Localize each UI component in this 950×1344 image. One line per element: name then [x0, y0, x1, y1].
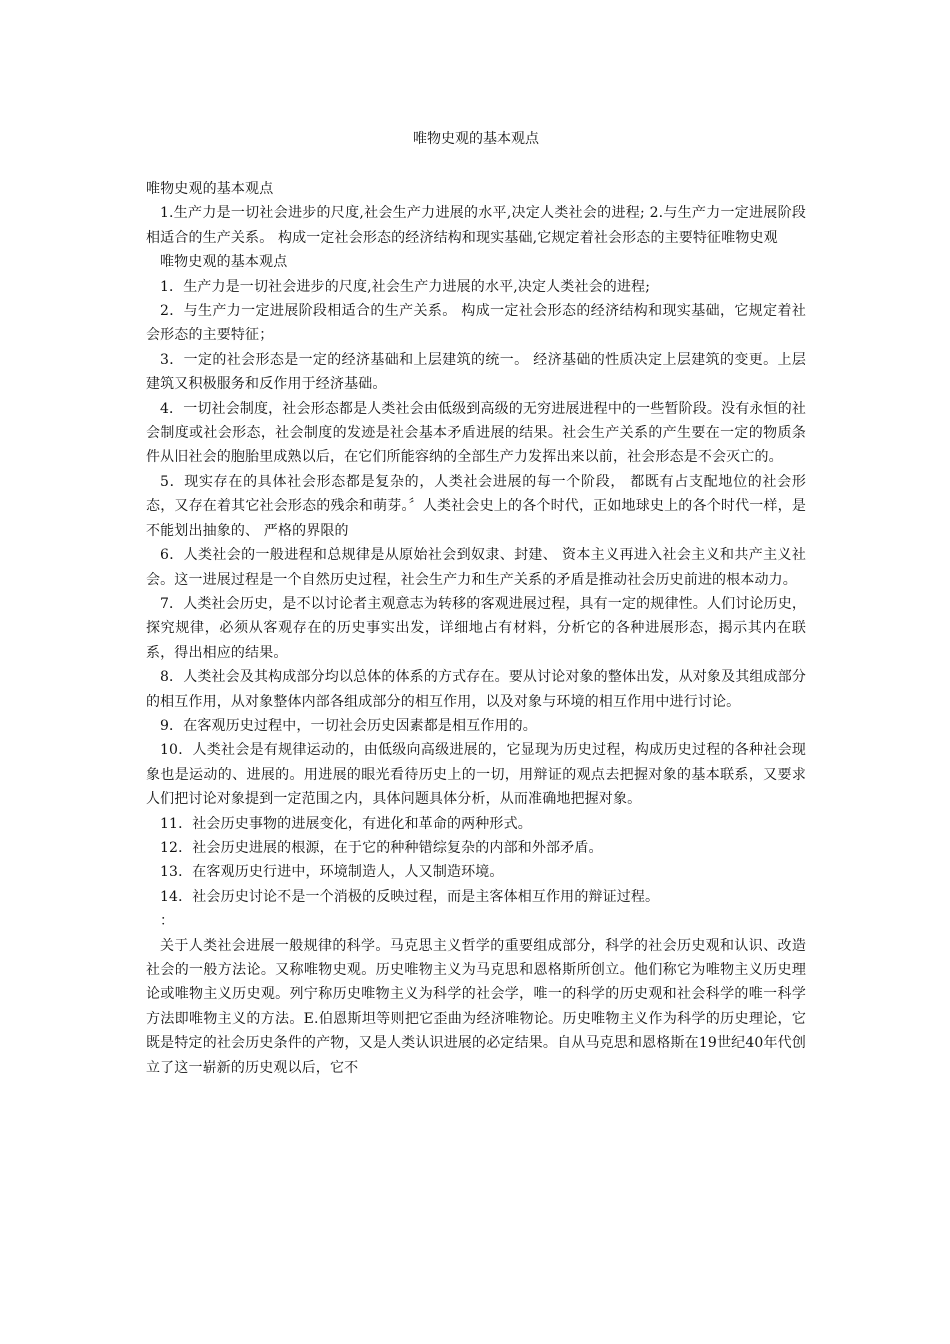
paragraph-point-6: 6．人类社会的一般进程和总规律是从原始社会到奴隶、封建、 资本主义再进入社会主义和共产主义社会。这一进展过程是一个自然历史过程，社会生产力和生产关系的矛盾是推动社会历史前进的根本动力。 — [146, 547, 806, 588]
document-title: 唯物史观的基本观点 — [413, 131, 539, 147]
paragraph-point-1: 1．生产力是一切社会进步的尺度,社会生产力进展的水平,决定人类社会的进程; — [160, 278, 651, 295]
paragraph-point-4: 4．一切社会制度，社会形态都是人类社会由低级到高级的无穷进展进程中的一些暂阶段。没有永恒的社会制度或社会形态，社会制度的发迹是社会基本矛盾进展的结果。社会生产关系的产生要在一定的物质条件从旧社会的胞胎里成熟以后，在它们所能容纳的全部生产力发挥出来以前，社会形态是不会灭亡的。 — [146, 400, 806, 466]
paragraph-point-12: 12．社会历史进展的根源，在于它的种种错综复杂的内部和外部矛盾。 — [160, 839, 603, 856]
paragraph-definition: 关于人类社会进展一般规律的科学。马克思主义哲学的重要组成部分，科学的社会历史观和认识、改造社会的一般方法论。又称唯物史观。历史唯物主义为马克思和恩格斯所创立。他们称它为唯物主义历史理论或唯物主义历史观。列宁称历史唯物主义为科学的社会学，唯一的科学的历史观和社会科学的唯一科学方法即唯物主义的方法。E.伯恩斯坦等则把它歪曲为经济唯物论。历史唯物主义作为科学的历史理论，它既是特定的社会历史条件的产物，又是人类认识进展的必定结果。自从马克思和恩格斯在19世纪40年代创立了这一崭新的历史观以后，它不 — [146, 937, 806, 1076]
paragraph-point-2: 2．与生产力一定进展阶段相适合的生产关系。 构成一定社会形态的经济结构和现实基础，它规定着社会形态的主要特征； — [146, 303, 806, 344]
paragraph-point-10: 10．人类社会是有规律运动的，由低级向高级进展的，它显现为历史过程，构成历史过程的各种社会现象也是运动的、进展的。用进展的眼光看待历史上的一切，用辩证的观点去把握对象的基本联系，又要求人们把讨论对象提到一定范围之内，具体问题具体分析，从而准确地把握对象。 — [146, 742, 806, 808]
paragraph-point-7: 7．人类社会历史，是不以讨论者主观意志为转移的客观进展过程，具有一定的规律性。人们讨论历史，探究规律，必须从客观存在的历史事实出发，详细地占有材料，分析它的各种进展形态，揭示其内在联系，得出相应的结果。 — [146, 595, 806, 661]
paragraph-point-8: 8．人类社会及其构成部分均以总体的体系的方式存在。要从讨论对象的整体出发，从对象及其组成部分的相互作用，从对象整体内部各组成部分的相互作用，以及对象与环境的相互作用中进行讨论。 — [146, 669, 806, 710]
paragraph-point-9: 9．在客观历史过程中，一切社会历史因素都是相互作用的。 — [160, 717, 537, 734]
paragraph-point-5: 5．现实存在的具体社会形态都是复杂的，人类社会进展的每一个阶段， 都既有占支配地位的社会形态，又存在着其它社会形态的残余和萌芽。〞人类社会史上的各个时代，正如地球史上的各个时代一样，是不能划出抽象的、 严格的界限的 — [146, 473, 806, 539]
paragraph-point-3: 3．一定的社会形态是一定的经济基础和上层建筑的统一。 经济基础的性质决定上层建筑的变更。上层建筑又积极服务和反作用于经济基础。 — [146, 351, 806, 393]
paragraph-separator: ： — [160, 913, 175, 930]
document-body — [146, 177, 806, 1080]
paragraph-point-14: 14．社会历史讨论不是一个消极的反映过程，而是主客体相互作用的辩证过程。 — [160, 888, 660, 905]
paragraph: 1.生产力是一切社会进步的尺度,社会生产力进展的水平,决定人类社会的进程; 2.与生产力一定进展阶段相适合的生产关系。 构成一定社会形态的经济结构和现实基础,它规定着社会形态的主要特征唯物史观 — [146, 205, 806, 246]
paragraph-point-13: 13．在客观历史行进中，环境制造人，人又制造环境。 — [160, 864, 504, 881]
paragraph-point-11: 11．社会历史事物的进展变化，有进化和革命的两种形式。 — [160, 815, 532, 832]
paragraph-subheading: 唯物史观的基本观点 — [160, 254, 288, 271]
paragraph-heading: 唯物史观的基本观点 — [146, 181, 274, 197]
